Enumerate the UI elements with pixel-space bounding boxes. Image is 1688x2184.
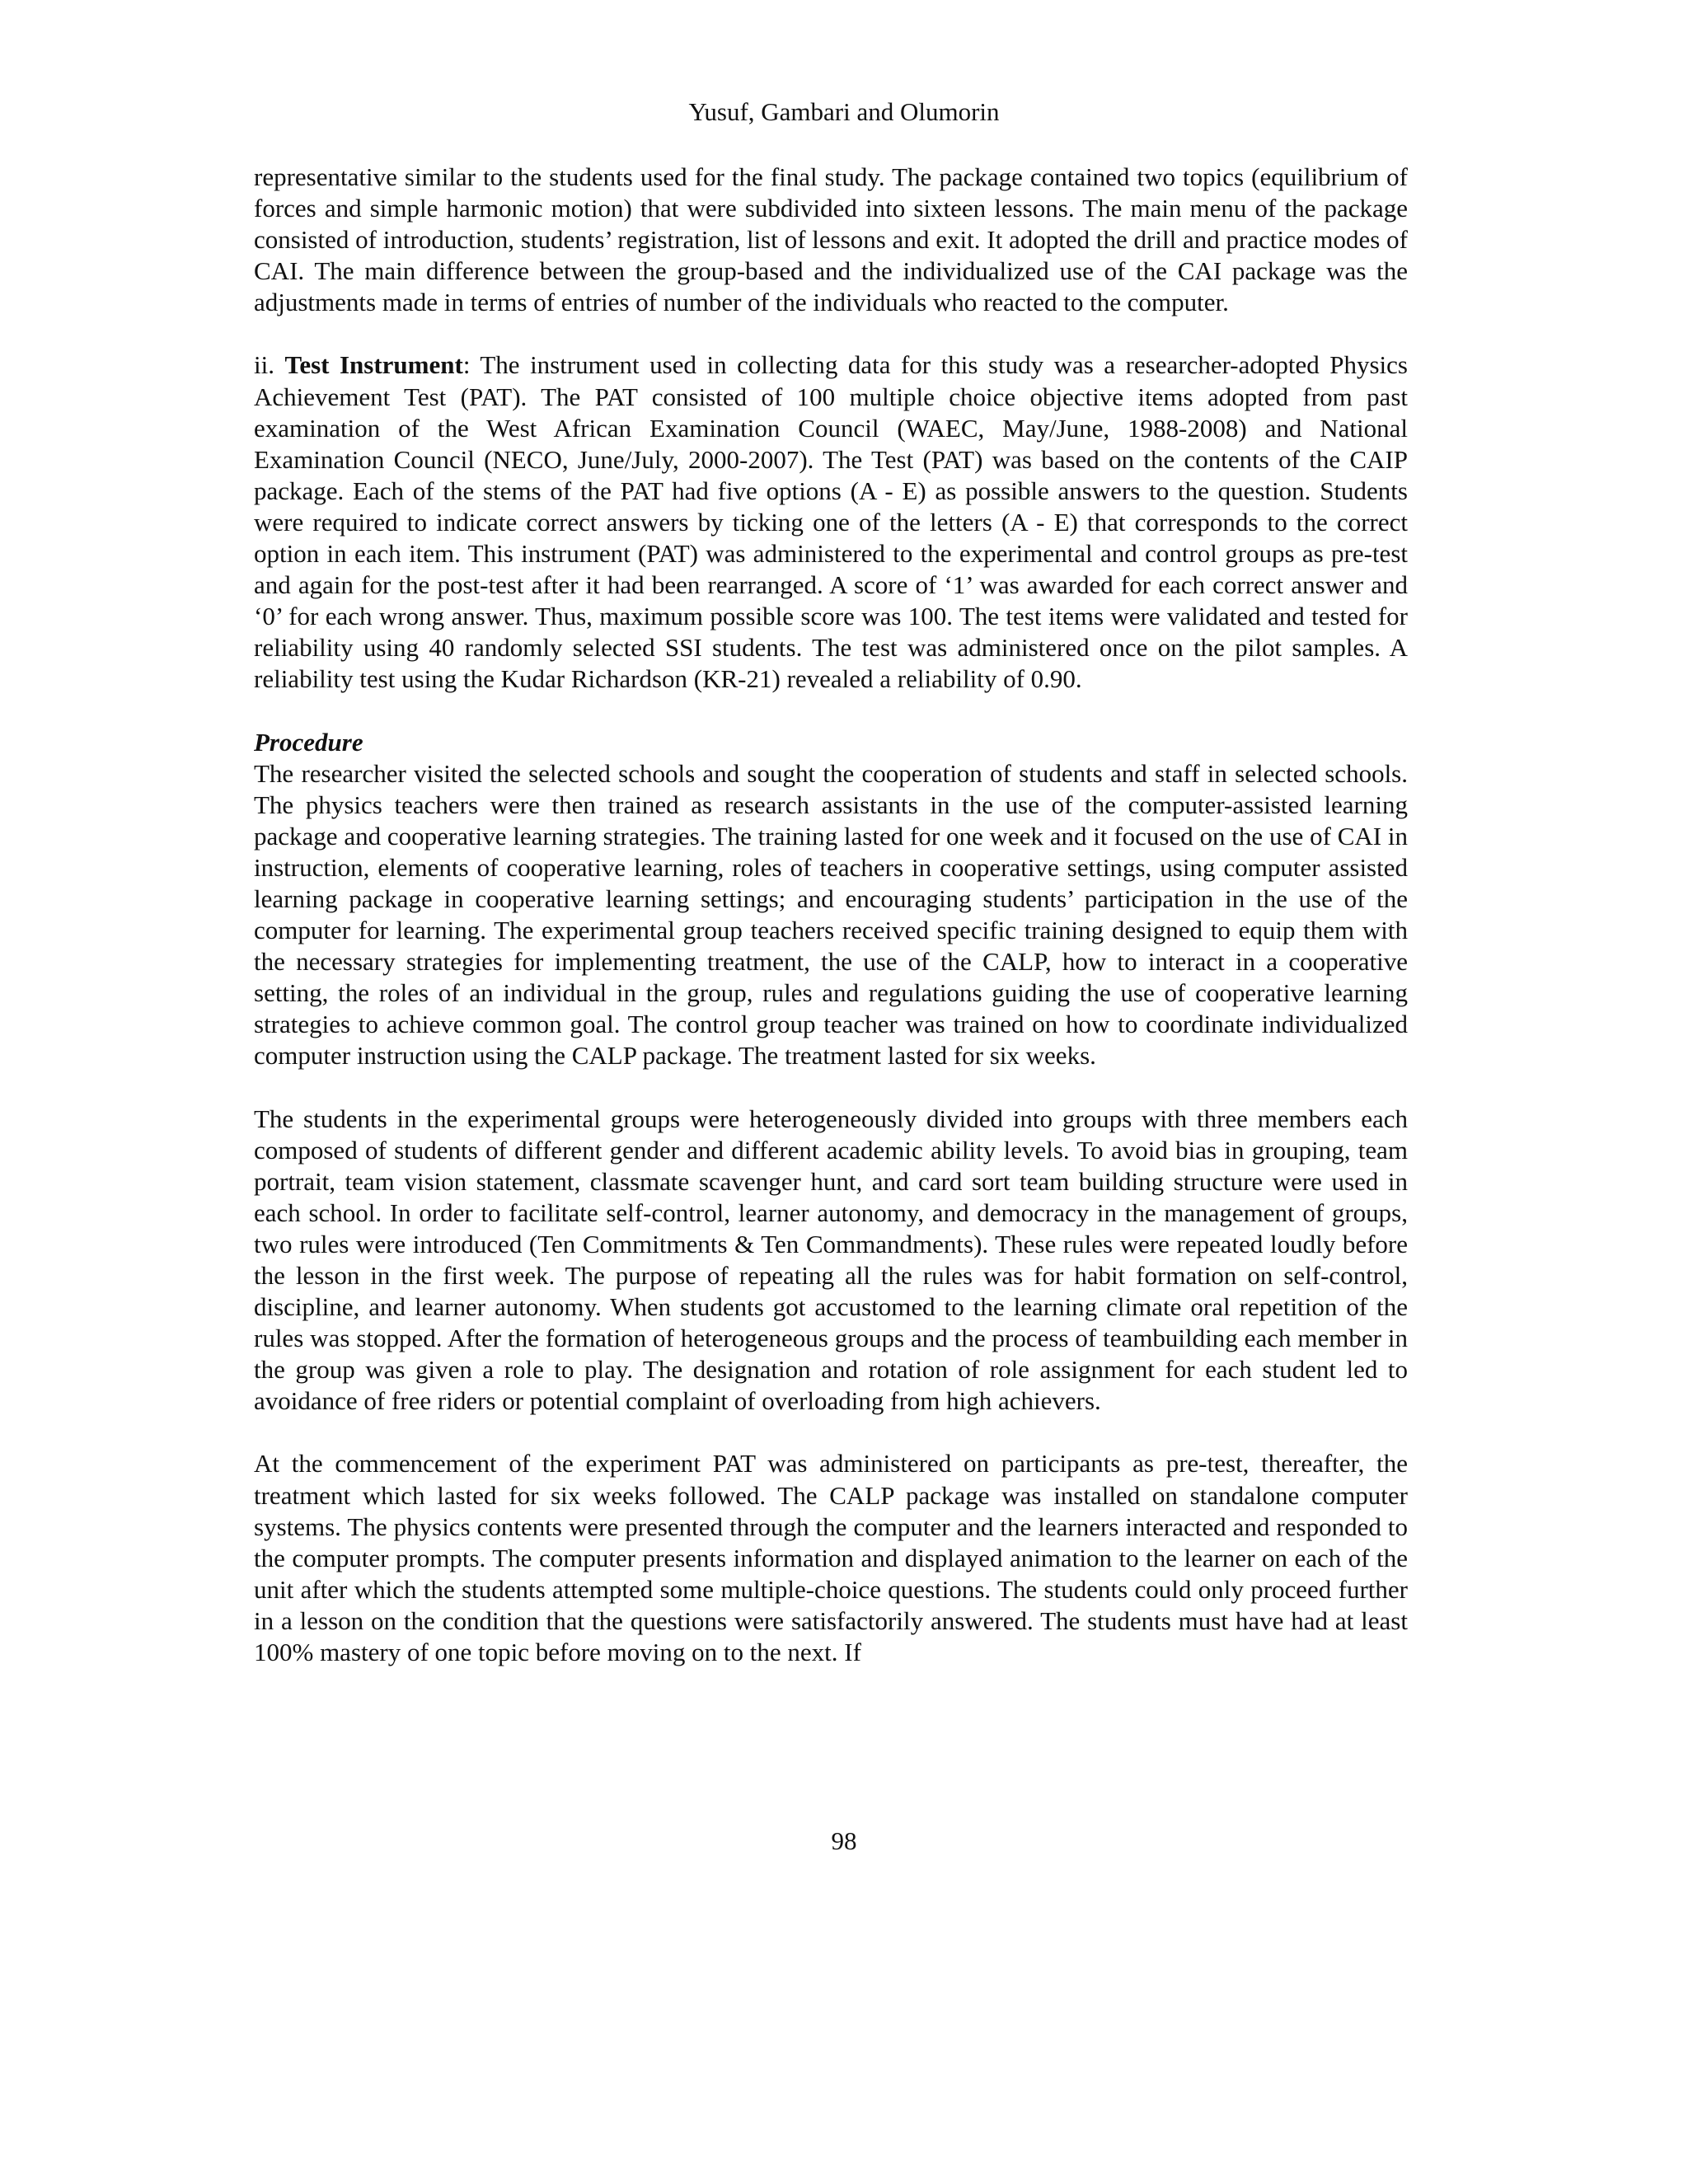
paragraph-test-instrument	[254, 349, 1408, 695]
paragraph-commencement: At the commencement of the experiment PAT was administered on participants as pre-test, thereafter, the treatment which lasted for six weeks followed. The CALP package was installed on standalone computer systems. The physics contents were presented through the computer and the learners interacted and responded to the computer prompts. The computer presents information and displayed animation to the learner on each of the unit after which the students attempted some multiple-choice questions. The students could only proceed further in a lesson on the condition that the questions were satisfactorily answered. The students must have had at least 100% mastery of one topic before moving on to the next. If	[254, 1449, 1408, 1667]
test-instrument-lead: Test Instrument	[284, 350, 463, 380]
test-instrument-prefix: ii.	[254, 350, 285, 380]
procedure-heading: Procedure	[254, 727, 363, 757]
paragraph-experimental-groups: The students in the experimental groups were heterogeneously divided into groups with three members each composed of students of different gender and different academic ability levels. To avoid bias in grouping, team portrait, team vision statement, classmate scavenger hunt, and card sort team building structure were used in each school. In order to facilitate self-control, learner autonomy, and democracy in the management of groups, two rules were introduced (Ten Commitments & Ten Commandments). These rules were repeated loudly before the lesson in the first week. The purpose of repeating all the rules was for habit formation on self-control, discipline, and learner autonomy. When students got accustomed to the learning climate oral repetition of the rules was stopped. After the formation of heterogeneous groups and the process of teambuilding each member in the group was given a role to play. The designation and rotation of role assignment for each student led to avoidance of free riders or potential complaint of overloading from high achievers.	[254, 1104, 1408, 1416]
test-instrument-text: : The instrument used in collecting data for this study was a researcher-adopted Physics Achievement Test (PAT). The PAT consisted of 100 multiple choice objective items adopted from past examination of the West African Examination Council (WAEC, May/June, 1988-2008) and National Examination Council (NECO, June/July, 2000-2007). The Test (PAT) was based on the contents of the CAIP package. Each of the stems of the PAT had five options (A - E) as possible answers to the question. Students were required to indicate correct answers by ticking one of the letters (A - E) that corresponds to the correct option in each item. This instrument (PAT) was administered to the experimental and control groups as pre-test and again for the post-test after it had been rearranged. A score of ‘1’ was awarded for each correct answer and ‘0’ for each wrong answer. Thus, maximum possible score was 100. The test items were validated and tested for reliability using 40 randomly selected SSI students. The test was administered once on the pilot samples. A reliability test using the Kudar Richardson (KR-21) revealed a reliability of 0.90.	[254, 350, 1408, 694]
paragraph-package-description: representative similar to the students used for the final study. The package contained two topics (equilibrium of forces and simple harmonic motion) that were subdivided into sixteen lessons. The main menu of the package consisted of introduction, students’ registration, list of lessons and exit. It adopted the drill and practice modes of CAI. The main difference between the group-based and the individualized use of the CAI package was the adjustments made in terms of entries of number of the individuals who reacted to the computer.	[254, 162, 1408, 317]
running-header: Yusuf, Gambari and Olumorin	[688, 97, 1000, 126]
paragraph-procedure: The researcher visited the selected schools and sought the cooperation of students and staff in selected schools. The physics teachers were then trained as research assistants in the use of the computer-assisted learning package and cooperative learning strategies. The training lasted for one week and it focused on the use of CAI in instruction, elements of cooperative learning, roles of teachers in cooperative settings, using computer assisted learning package in cooperative learning settings; and encouraging students’ participation in the use of the computer for learning. The experimental group teachers received specific training designed to equip them with the necessary strategies for implementing treatment, the use of the CALP, how to interact in a cooperative setting, the roles of an individual in the group, rules and regulations guiding the use of cooperative learning strategies to achieve common goal. The control group teacher was trained on how to coordinate individualized computer instruction using the CALP package. The treatment lasted for six weeks.	[254, 758, 1408, 1071]
page-body	[254, 162, 1408, 1668]
page-number: 98	[831, 1826, 857, 1855]
